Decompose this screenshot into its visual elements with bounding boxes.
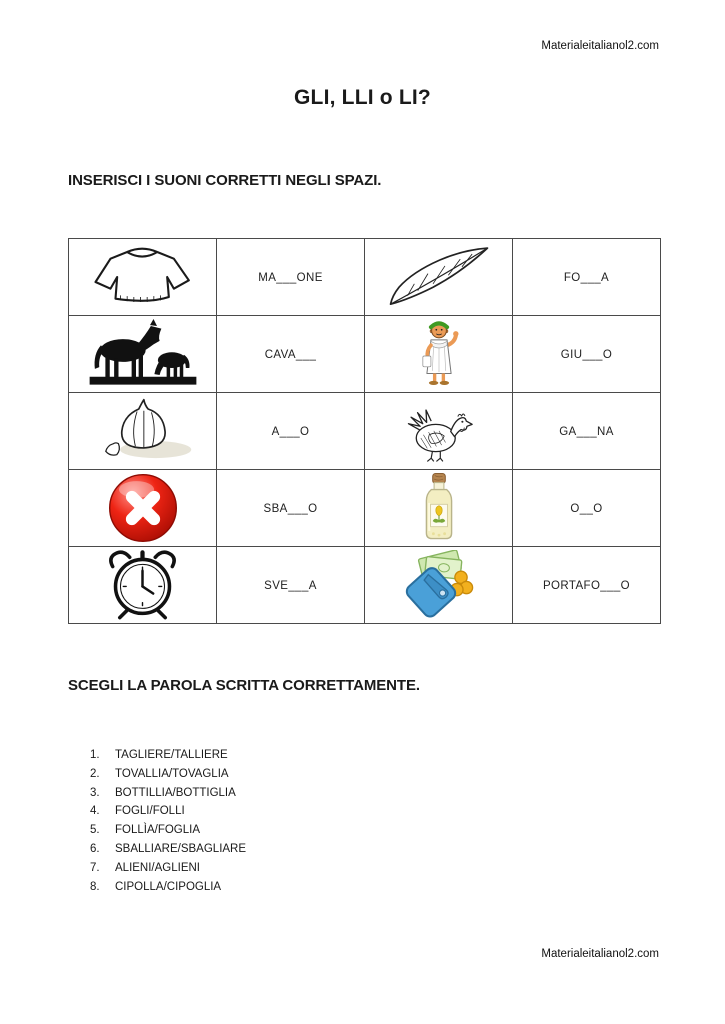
garlic-icon [88,397,198,465]
image-cell-alarm-clock [69,547,217,624]
list-item [90,821,246,840]
image-cell-leaf [365,239,513,316]
leaf-icon [383,243,495,311]
blank-word: FO___A [563,272,610,284]
image-cell-red-cross [69,470,217,547]
table-row [69,316,661,393]
word-cell [513,239,661,316]
image-cell-wallet [365,547,513,624]
blank-word: GIU___O [560,349,613,361]
site-name-footer: Materialeitalianol2.com [541,948,659,960]
word-choice-list [90,746,246,896]
word-pair: TAGLIERE/TALLIERE [115,749,228,761]
blank-word: PORTAFO___O [542,580,631,592]
word-cell [513,316,661,393]
image-cell-garlic [69,393,217,470]
list-number: 6. [90,842,100,855]
blank-word: GA___NA [559,426,614,438]
blank-word: MA___ONE [258,272,323,284]
word-cell [217,393,365,470]
image-cell-horses [69,316,217,393]
list-item [90,802,246,821]
list-item [90,859,246,878]
table-row [69,239,661,316]
word-cell [217,547,365,624]
list-number: 1. [90,749,100,761]
exercise2-heading: SCEGLI LA PAROLA SCRITTA CORRETTAMENTE. [68,677,420,694]
list-item [90,878,246,897]
word-pair: ALIENI/AGLIENI [115,861,201,874]
exercise1-heading: INSERISCI I SUONI CORRETTI NEGLI SPAZI. [68,172,382,189]
word-pair: SBALLIARE/SBAGLIARE [115,842,247,855]
word-cell [217,316,365,393]
error-cross-icon [106,471,180,545]
list-number: 2. [90,767,100,780]
word-pair: FOGLI/FOLLI [115,805,185,818]
image-cell-oil-bottle [365,470,513,547]
list-number: 5. [90,824,100,837]
blank-word: O__O [570,503,603,515]
list-item [90,840,246,859]
list-number: 4. [90,805,100,818]
roman-man-icon [408,317,470,391]
word-pair: BOTTILLIA/BOTTIGLIA [115,786,236,799]
image-cell-sweater [69,239,217,316]
list-number: 3. [90,786,100,799]
list-item [90,746,246,765]
list-number: 8. [90,880,100,893]
blank-word: SBA___O [263,503,318,515]
word-pair: TOVALLIA/TOVAGLIA [115,767,229,780]
word-pair: FOLLÌA/FOGLIA [115,824,200,837]
table-row [69,547,661,624]
word-cell [513,470,661,547]
table-row [69,393,661,470]
word-cell [217,239,365,316]
word-pair: CIPOLLA/CIPOGLIA [115,880,222,893]
image-cell-hen [365,393,513,470]
alarm-clock-icon [107,548,178,622]
word-cell [513,393,661,470]
oil-bottle-icon [418,472,460,545]
fill-in-table [68,238,661,624]
word-cell [217,470,365,547]
hen-icon [400,399,478,464]
blank-word: CAVA___ [264,349,317,361]
word-cell [513,547,661,624]
page-title: GLI, LLI o LI? [294,86,431,109]
blank-word: SVE___A [264,580,317,592]
list-item [90,784,246,803]
blank-word: A___O [271,426,310,438]
horses-icon [86,319,200,389]
site-name-header: Materialeitalianol2.com [541,40,659,52]
table-row [69,470,661,547]
list-item [90,765,246,784]
sweater-icon [87,242,199,312]
list-number: 7. [90,861,100,874]
image-cell-roman-man [365,316,513,393]
wallet-icon [401,550,476,621]
